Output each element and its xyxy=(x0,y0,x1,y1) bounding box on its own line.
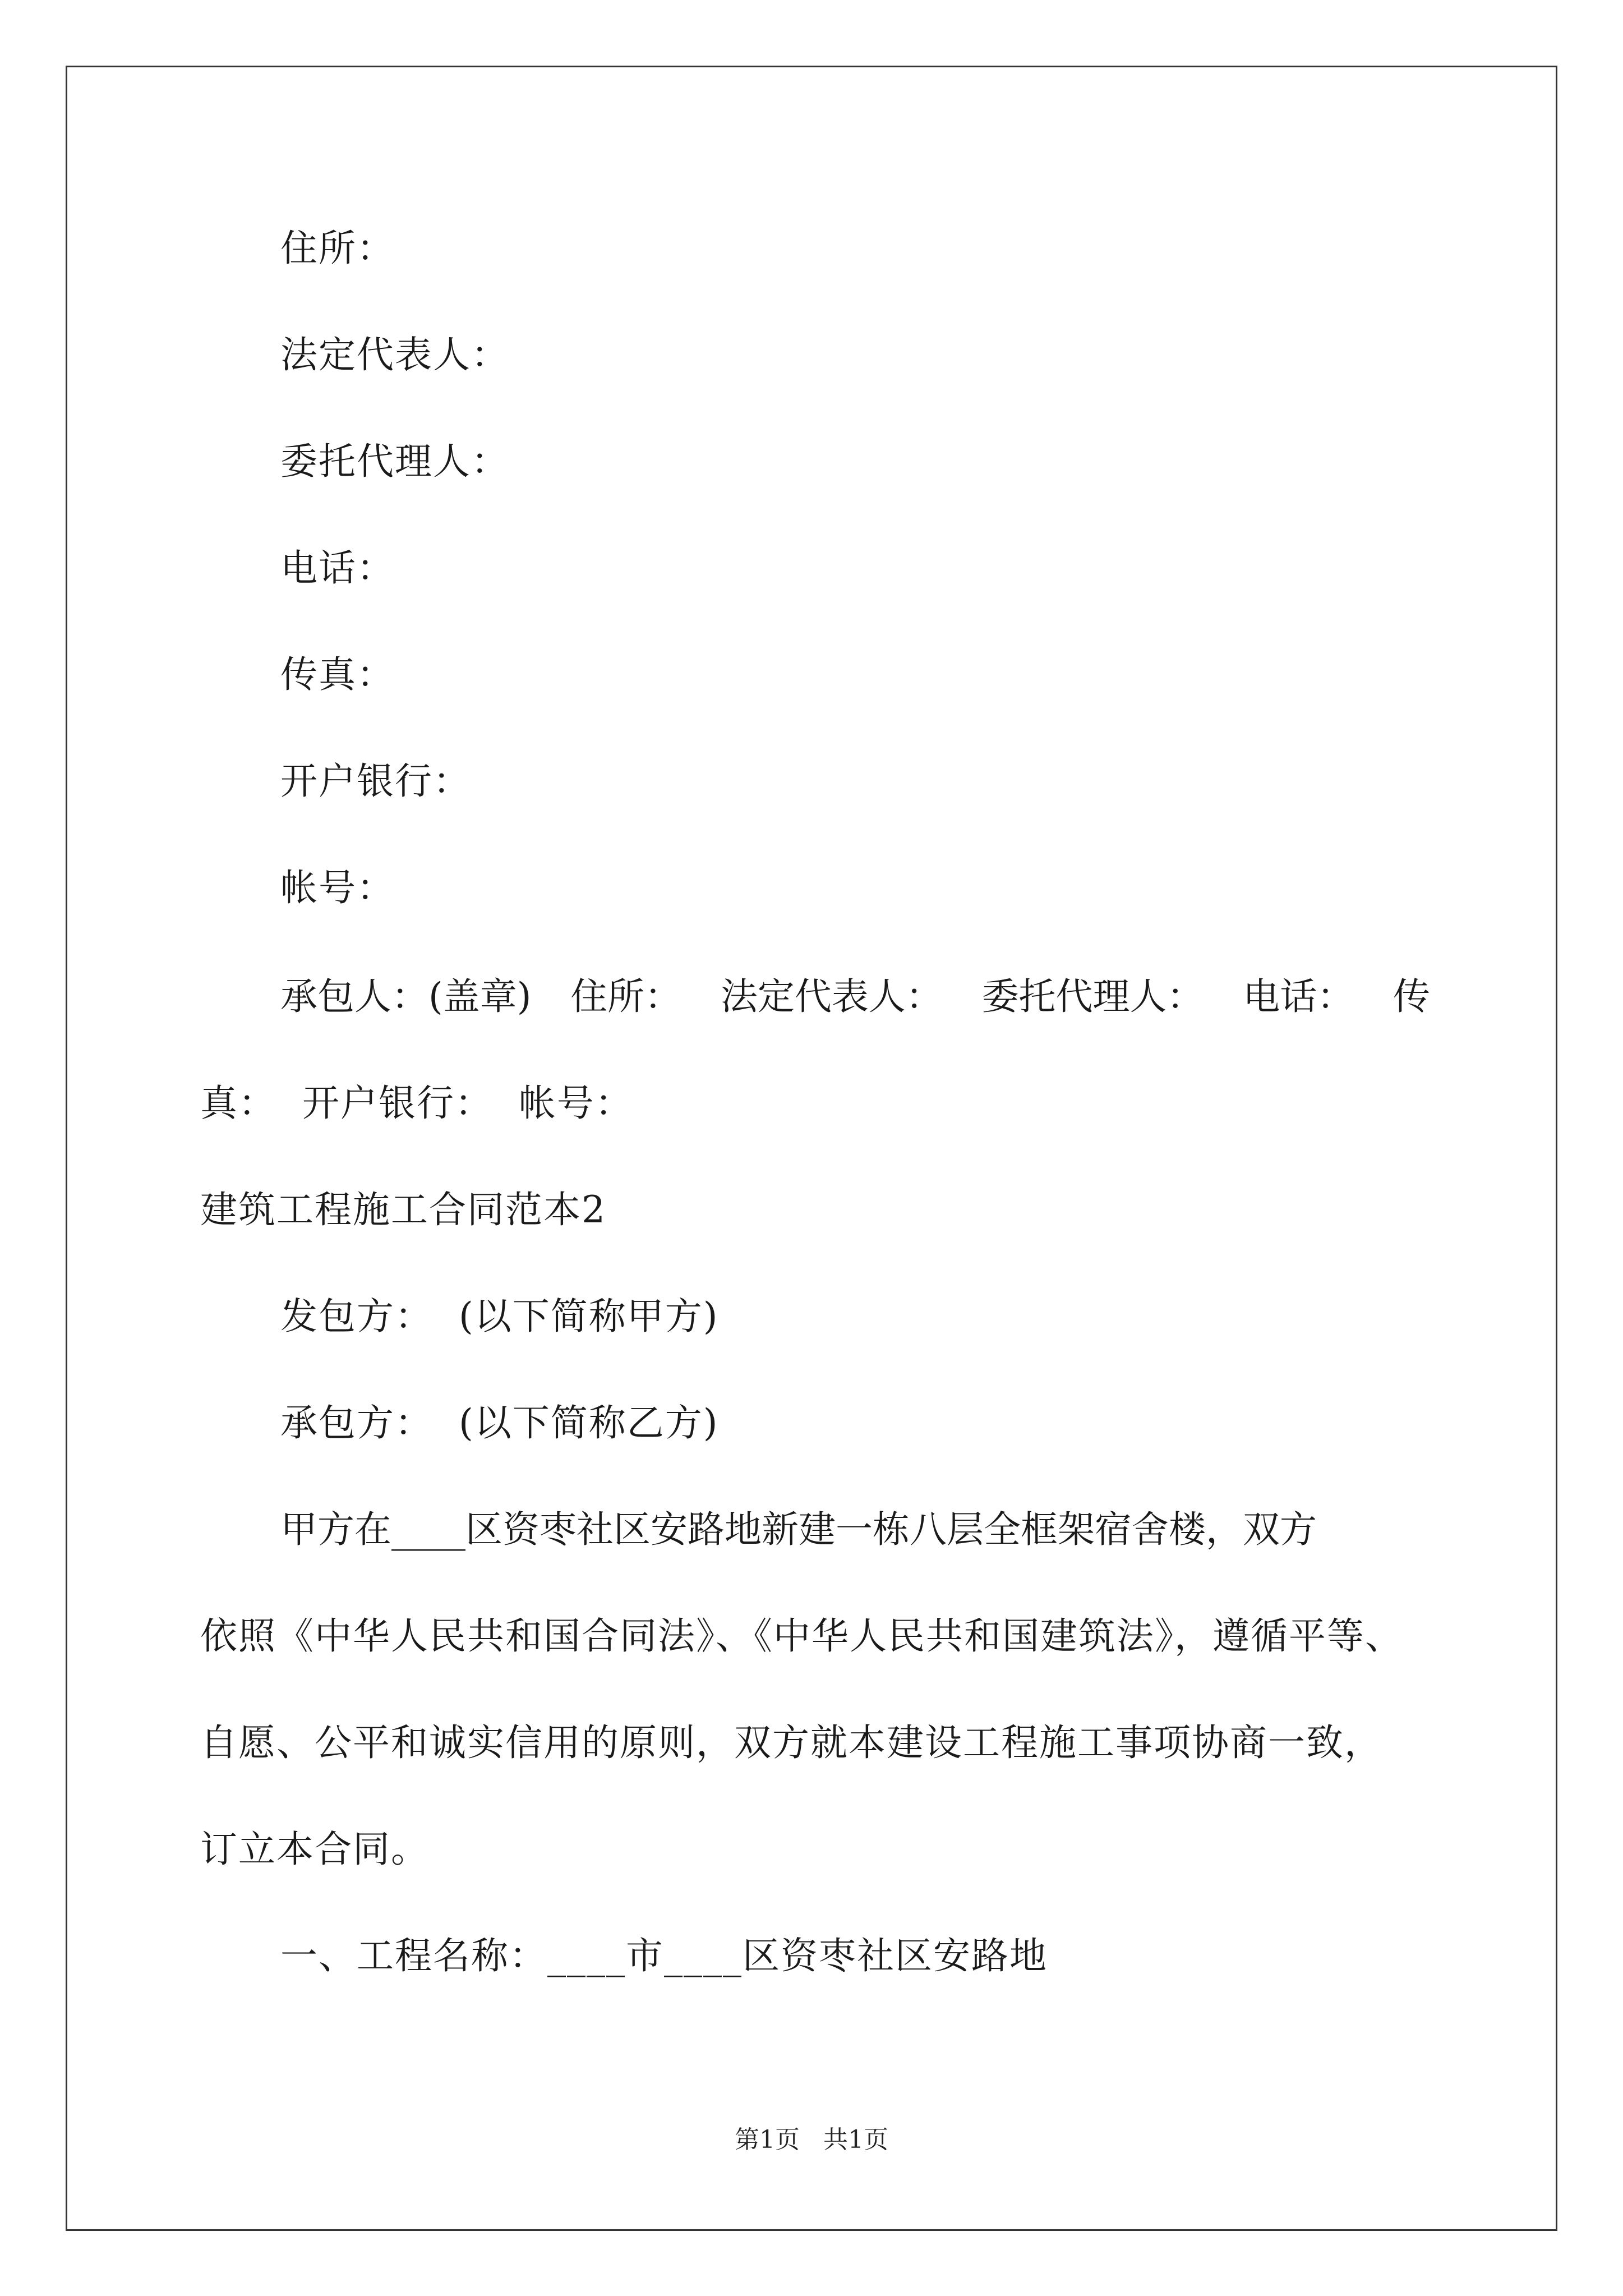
contractor-residence: 住所： xyxy=(570,975,682,1018)
field-account: 帐号： xyxy=(280,866,395,909)
page-border xyxy=(66,66,1557,2231)
project-name: 一、工程名称：____市____区资枣社区安路地 xyxy=(280,1934,1048,1977)
page-total: 共1页 xyxy=(823,2125,888,2154)
field-legal-representative: 法定代表人： xyxy=(280,333,509,376)
contractor-legal-rep: 法定代表人： xyxy=(720,975,943,1018)
contractor-fields-line xyxy=(280,972,1430,1022)
contractor-agent: 委托代理人： xyxy=(981,975,1204,1018)
page-footer xyxy=(0,2123,1623,2157)
contractor-phone: 电话： xyxy=(1243,975,1354,1018)
paragraph-line-2: 依照《中华人民共和国合同法》、《中华人民共和国建筑法》，遵循平等、 xyxy=(200,1614,1403,1658)
party-a: 发包方： (以下简称甲方) xyxy=(280,1295,719,1338)
contractor-seal: 承包人：(盖章) xyxy=(280,975,532,1018)
field-phone: 电话： xyxy=(280,546,395,590)
party-b: 承包方： (以下简称乙方) xyxy=(280,1401,719,1444)
paragraph-text: 甲方在____区资枣社区安路地新建一栋八层全框架宿舍楼，双方 xyxy=(280,1508,1317,1551)
page-number: 第1页 xyxy=(735,2125,800,2154)
paragraph-line-1 xyxy=(280,1504,1428,1555)
field-residence: 住所： xyxy=(280,227,395,270)
field-bank: 开户银行： xyxy=(280,760,471,803)
field-authorized-agent: 委托代理人： xyxy=(280,440,509,483)
contractor-fax-start: 传 xyxy=(1393,975,1430,1018)
section-heading: 建筑工程施工合同范本2 xyxy=(200,1188,606,1231)
paragraph-line-4: 订立本合同。 xyxy=(200,1828,429,1871)
field-fax: 传真： xyxy=(280,653,395,696)
contractor-fields-line-2: 真： 开户银行： 帐号： xyxy=(200,1082,633,1125)
paragraph-line-3: 自愿、公平和诚实信用的原则，双方就本建设工程施工事项协商一致， xyxy=(200,1721,1382,1764)
